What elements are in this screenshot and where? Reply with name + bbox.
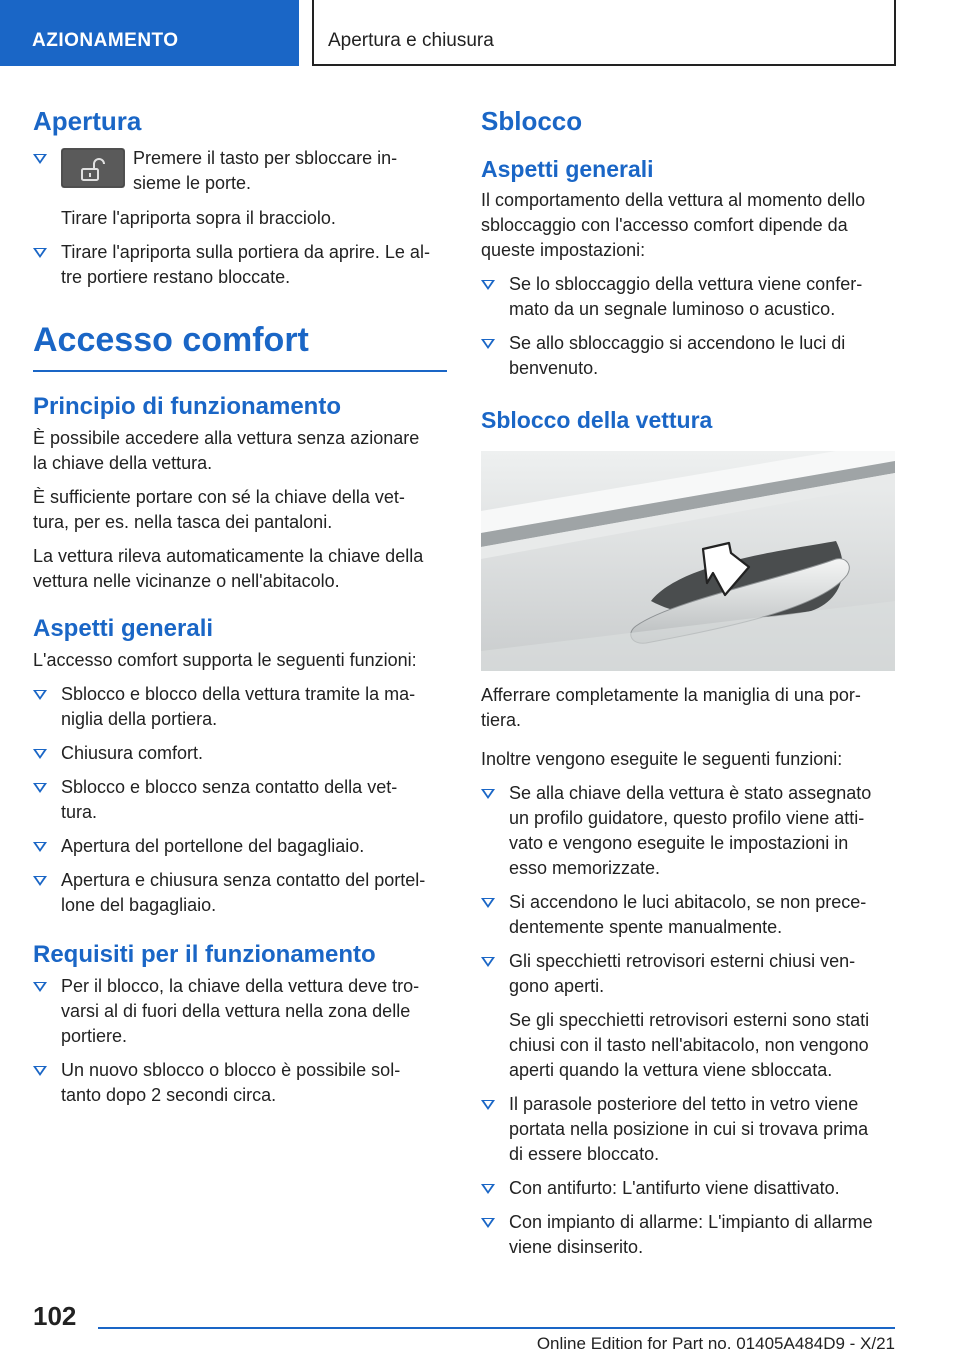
bullet-text: Se lo sbloccaggio della vettura viene confer- mato da un segnale luminoso o acustico. [509,274,863,319]
list-item [481,781,895,881]
bullet-triangle-icon [33,248,47,258]
photo-caption: Afferrare completamente la maniglia di una por- tiera. [481,685,861,730]
aspetti-list [33,682,447,918]
sblocco-aspetti-list [481,272,895,381]
list-item [481,949,895,1083]
bullet-triangle-icon [33,749,47,759]
bullet-triangle-icon [33,1066,47,1076]
bullet-text: Il parasole posteriore del tetto in vetro viene portata nella posizione in cui si trovava prima di essere bloccato. [509,1094,869,1164]
list-item [33,775,447,825]
bullet-text: Chiusura comfort. [61,743,204,763]
list-item [481,331,895,381]
list-item [33,240,447,290]
list-item [33,974,447,1049]
paragraph: Inoltre vengono eseguite le seguenti funzioni: [481,749,843,769]
bullet-triangle-icon [33,982,47,992]
bullet-triangle-icon [481,1100,495,1110]
bullet-text: Con impianto di allarme: L'impianto di allarme viene disinserito. [509,1212,873,1257]
bullet-text: Sblocco e blocco senza contatto della vet- tura. [61,777,398,822]
bullet-text: Sblocco e blocco della vettura tramite la ma- niglia della portiera. [61,684,416,729]
heading-sblocco-vettura: Sblocco della vettura [481,407,713,433]
bullet-triangle-icon [481,280,495,290]
bullet-triangle-icon [33,154,47,164]
bullet-triangle-icon [481,898,495,908]
bullet-triangle-icon [481,1184,495,1194]
heading-requisiti: Requisiti per il funzionamento [33,941,376,968]
list-item [33,834,447,859]
bullet-text: Se allo sbloccaggio si accendono le luci di benvenuto. [509,333,846,378]
heading-aspetti-sblocco: Aspetti generali [481,156,654,182]
heading-principio: Principio di funzionamento [33,393,341,420]
list-item [481,890,895,940]
door-handle-photo [481,451,895,671]
bullet-triangle-icon [481,1218,495,1228]
paragraph: Il comportamento della vettura al momento dello sbloccaggio con l'accesso comfort dipende da queste impostazioni: [481,190,866,260]
bullet-triangle-icon [33,690,47,700]
bullet-text: Un nuovo sblocco o blocco è possibile sol- tanto dopo 2 secondi circa. [61,1060,401,1105]
chapter-title-tab: Apertura e chiusura [312,0,896,66]
paragraph: È possibile accedere alla vettura senza azionare la chiave della vettura. [33,428,420,473]
list-item [33,146,447,196]
list-item [33,868,447,918]
bullet-text: Si accendono le luci abitacolo, se non prece- dentemente spente manualmente. [509,892,867,937]
list-item [481,1176,895,1201]
list-item [481,1210,895,1260]
paragraph: L'accesso comfort supporta le seguenti funzioni: [33,650,417,670]
heading-aspetti: Aspetti generali [33,615,214,642]
paragraph: È sufficiente portare con sé la chiave della vet- tura, per es. nella tasca dei pantaloni. [33,487,405,532]
list-item [33,682,447,732]
bullet-text: Apertura e chiusura senza contatto del portel- lone del bagagliaio. [61,870,426,915]
bullet-text: Tirare l'apriporta sulla portiera da aprire. Le al- tre portiere restano bloccate. [61,242,430,287]
bullet-text: Gli specchietti retrovisori esterni chiusi ven- gono aperti. [509,951,856,996]
bullet-triangle-icon [481,339,495,349]
bullet-triangle-icon [33,783,47,793]
bullet-text: Apertura del portellone del bagagliaio. [61,836,365,856]
chapter-rule [33,370,447,372]
paragraph: Tirare l'apriporta sopra il bracciolo. [61,208,336,228]
right-column [481,100,895,1260]
list-item [33,741,447,766]
list-item [481,1092,895,1167]
list-item [33,1058,447,1108]
bullet-triangle-icon [481,789,495,799]
heading-sblocco: Sblocco [481,106,583,136]
bullet-note: Se gli specchietti retrovisori esterni sono stati chiusi con il tasto nell'abitacolo, non vengono aperti quando la vettura viene sbloccata. [509,1010,870,1080]
bullet-triangle-icon [481,957,495,967]
bullet-text: Per il blocco, la chiave della vettura deve tro- varsi al di fuori della vettura nella zona delle portiere. [61,976,420,1046]
left-column [33,100,447,1108]
list-item [481,272,895,322]
edition-text: Online Edition for Part no. 01405A484D9 - X/21 [536,1334,895,1353]
bullet-text: Con antifurto: L'antifurto viene disattivato. [509,1178,840,1198]
page-number: 102 [33,1301,77,1331]
bullet-triangle-icon [33,876,47,886]
bullet-text: Se alla chiave della vettura è stato assegnato un profilo guidatore, questo profilo viene atti- vato e vengono eseguite le impostazioni in esso memorizzate. [509,783,872,878]
paragraph: La vettura rileva automaticamente la chiave della vettura nelle vicinanze o nell'abitacolo. [33,546,424,591]
bullet-text: Premere il tasto per sbloccare in- sieme le porte. [133,148,398,193]
footer-rule [98,1327,895,1329]
page-header [0,0,960,66]
unlock-button-icon [61,148,125,188]
section-tab: AZIONAMENTO [0,0,299,66]
bullet-triangle-icon [33,842,47,852]
heading-apertura: Apertura [33,106,142,136]
requisiti-list [33,974,447,1108]
vettura-list [481,781,895,1260]
chapter-heading: Accesso comfort [33,321,309,359]
